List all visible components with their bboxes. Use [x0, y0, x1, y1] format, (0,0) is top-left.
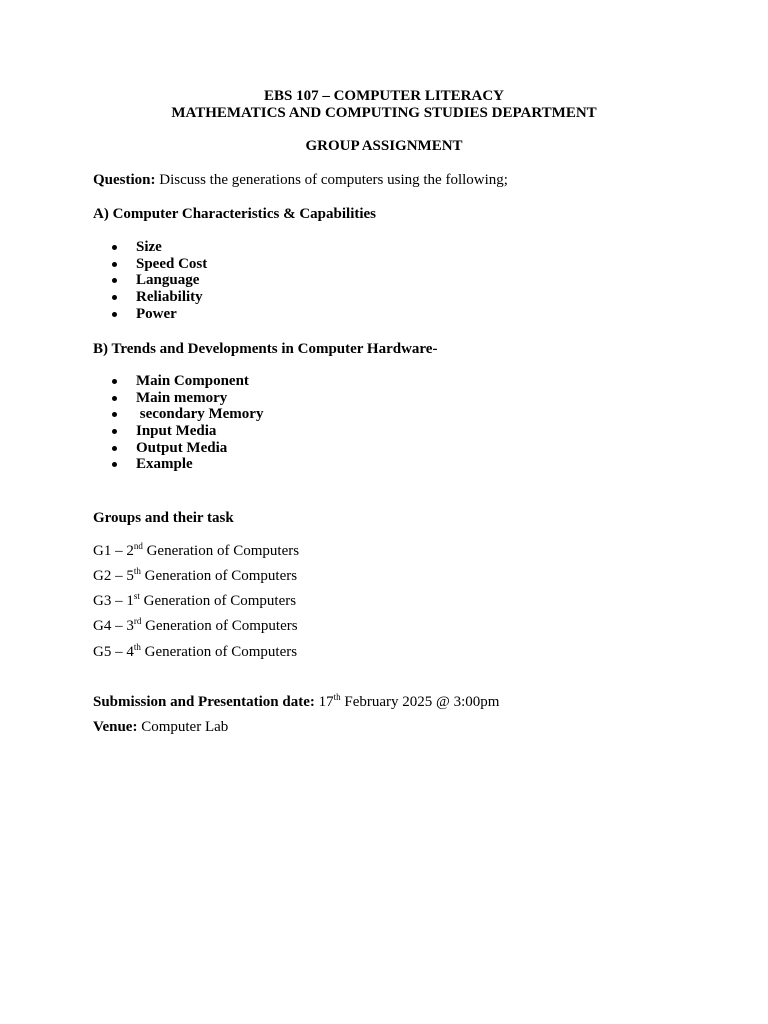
- group-task: Generation of Computers: [145, 618, 298, 634]
- bullet-icon: [112, 446, 117, 451]
- submission-date: February 2025 @ 3:00pm: [344, 694, 500, 710]
- ordinal-suffix: th: [133, 642, 141, 652]
- list-item: [112, 256, 207, 273]
- section-b-list: [112, 373, 263, 473]
- bullet-icon: [112, 278, 117, 283]
- bullet-icon: [112, 262, 117, 267]
- group-id: G4 – 3: [93, 618, 134, 634]
- list-item: [112, 390, 263, 407]
- group-task: Generation of Computers: [144, 568, 298, 584]
- venue-label: Venue:: [93, 719, 138, 735]
- list-item-label: Main memory: [136, 389, 228, 406]
- course-title: EBS 107 – COMPUTER LITERACY: [263, 88, 505, 104]
- ordinal-suffix: nd: [133, 541, 143, 551]
- question-line: [93, 171, 508, 189]
- group-id: G3 – 1: [93, 593, 134, 609]
- list-item: [112, 406, 263, 423]
- section-a-heading: A) Computer Characteristics & Capabilities: [93, 206, 377, 222]
- list-item-label: Input Media: [136, 423, 217, 440]
- venue-value: Computer Lab: [141, 719, 229, 735]
- list-item-label: Speed Cost: [136, 255, 208, 272]
- assignment-title: GROUP ASSIGNMENT: [305, 138, 463, 154]
- list-item-label: Output Media: [136, 439, 228, 456]
- list-item-label: secondary Memory: [136, 406, 264, 423]
- list-item: [112, 423, 263, 440]
- venue-line: [93, 718, 228, 736]
- bullet-icon: [112, 312, 117, 317]
- section-a-list: [112, 239, 207, 322]
- group-id: G2 – 5: [93, 568, 134, 584]
- group-task: Generation of Computers: [143, 593, 297, 609]
- group-line: [93, 643, 297, 661]
- list-item: [112, 239, 207, 256]
- group-task: Generation of Computers: [146, 543, 300, 559]
- bullet-icon: [112, 245, 117, 250]
- bullet-icon: [112, 295, 117, 300]
- group-line: [93, 592, 296, 610]
- department-title: MATHEMATICS AND COMPUTING STUDIES DEPARTMENT: [171, 105, 597, 121]
- list-item-label: Language: [136, 272, 200, 289]
- groups-heading: Groups and their task: [93, 510, 234, 526]
- group-id: G5 – 4: [93, 644, 134, 660]
- group-line: [93, 542, 299, 560]
- bullet-icon: [112, 429, 117, 434]
- list-item: [112, 272, 207, 289]
- ordinal-suffix: rd: [133, 616, 142, 626]
- bullet-icon: [112, 379, 117, 384]
- section-b-heading: B) Trends and Developments in Computer Hardware-: [93, 341, 438, 357]
- submission-label: Submission and Presentation date:: [93, 694, 315, 710]
- question-label: Question:: [93, 172, 156, 188]
- list-item: [112, 456, 263, 473]
- list-item: [112, 440, 263, 457]
- bullet-icon: [112, 396, 117, 401]
- ordinal-suffix: th: [133, 566, 141, 576]
- submission-line: [93, 693, 499, 711]
- ordinal-suffix: st: [133, 591, 140, 601]
- list-item: [112, 373, 263, 390]
- list-item-label: Size: [136, 239, 162, 255]
- question-text: Discuss the generations of computers using the following;: [159, 172, 508, 188]
- group-line: [93, 567, 297, 585]
- group-line: [93, 617, 298, 635]
- list-item-label: Example: [136, 456, 193, 473]
- list-item-label: Reliability: [136, 289, 203, 306]
- list-item-label: Power: [136, 305, 177, 322]
- group-id: G1 – 2: [93, 543, 134, 559]
- list-item: [112, 306, 207, 323]
- bullet-icon: [112, 462, 117, 467]
- list-item: [112, 289, 207, 306]
- ordinal-suffix: th: [333, 692, 341, 702]
- submission-day: 17: [318, 694, 334, 710]
- group-task: Generation of Computers: [144, 644, 298, 660]
- bullet-icon: [112, 412, 117, 417]
- list-item-label: Main Component: [136, 373, 249, 389]
